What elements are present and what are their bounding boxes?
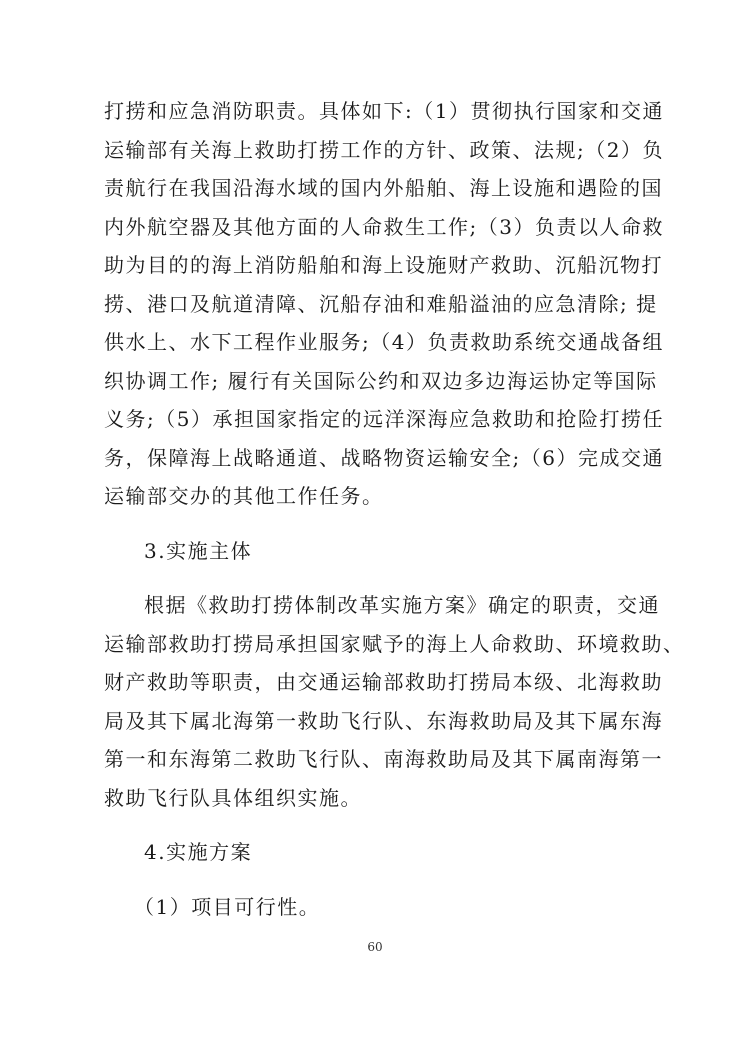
list-item-feasibility: （1）项目可行性。 [134, 894, 321, 919]
text-line: 运输部交办的其他工作任务。 [104, 484, 384, 508]
text-line: 供水上、水下工程作业服务;（4）负责救助系统交通战备组 [104, 330, 664, 354]
text-line: 内外航空器及其他方面的人命救生工作;（3）负责以人命救 [104, 214, 664, 239]
text-line: 责航行在我国沿海水域的国内外船舶、海上设施和遇险的国 [104, 176, 663, 200]
section-heading-4: 4.实施方案 [144, 840, 253, 864]
text-line: 根据《救助打捞体制改革实施方案》确定的职责，交通 [144, 593, 660, 617]
paragraph-responsibilities [104, 92, 664, 516]
text-line: 务，保障海上战略通道、战略物资运输安全;（6）完成交通 [104, 445, 664, 470]
text-line: 打捞和应急消防职责。具体如下:（1）贯彻执行国家和交通 [104, 99, 664, 123]
section-heading-3: 3.实施主体 [144, 538, 253, 563]
text-line: 财产救助等职责，由交通运输部救助打捞局本级、北海救助 [104, 670, 663, 694]
text-line: 运输部救助打捞局承担国家赋予的海上人命救助、环境救助、 [104, 631, 685, 656]
page-number: 60 [367, 940, 383, 954]
text-line: 助为目的的海上消防船舶和海上设施财产救助、沉船沉物打 [104, 253, 663, 277]
document-body [104, 92, 685, 926]
text-line: 义务;（5）承担国家指定的远洋深海应急救助和抢险打捞任 [104, 407, 664, 431]
text-line: 捞、港口及航道清障、沉船存油和难船溢油的应急清除; 提 [104, 291, 658, 316]
paragraph-implementing-body [104, 586, 685, 817]
text-line: 第一和东海第二救助飞行队、南海救助局及其下属南海第一 [104, 747, 663, 771]
text-line: 运输部有关海上救助打捞工作的方针、政策、法规;（2）负 [104, 137, 664, 162]
text-line: 局及其下属北海第一救助飞行队、东海救助局及其下属东海 [104, 708, 663, 733]
text-line: 织协调工作; 履行有关国际公约和双边多边海运协定等国际 [104, 368, 658, 393]
text-line: 救助飞行队具体组织实施。 [104, 785, 362, 810]
